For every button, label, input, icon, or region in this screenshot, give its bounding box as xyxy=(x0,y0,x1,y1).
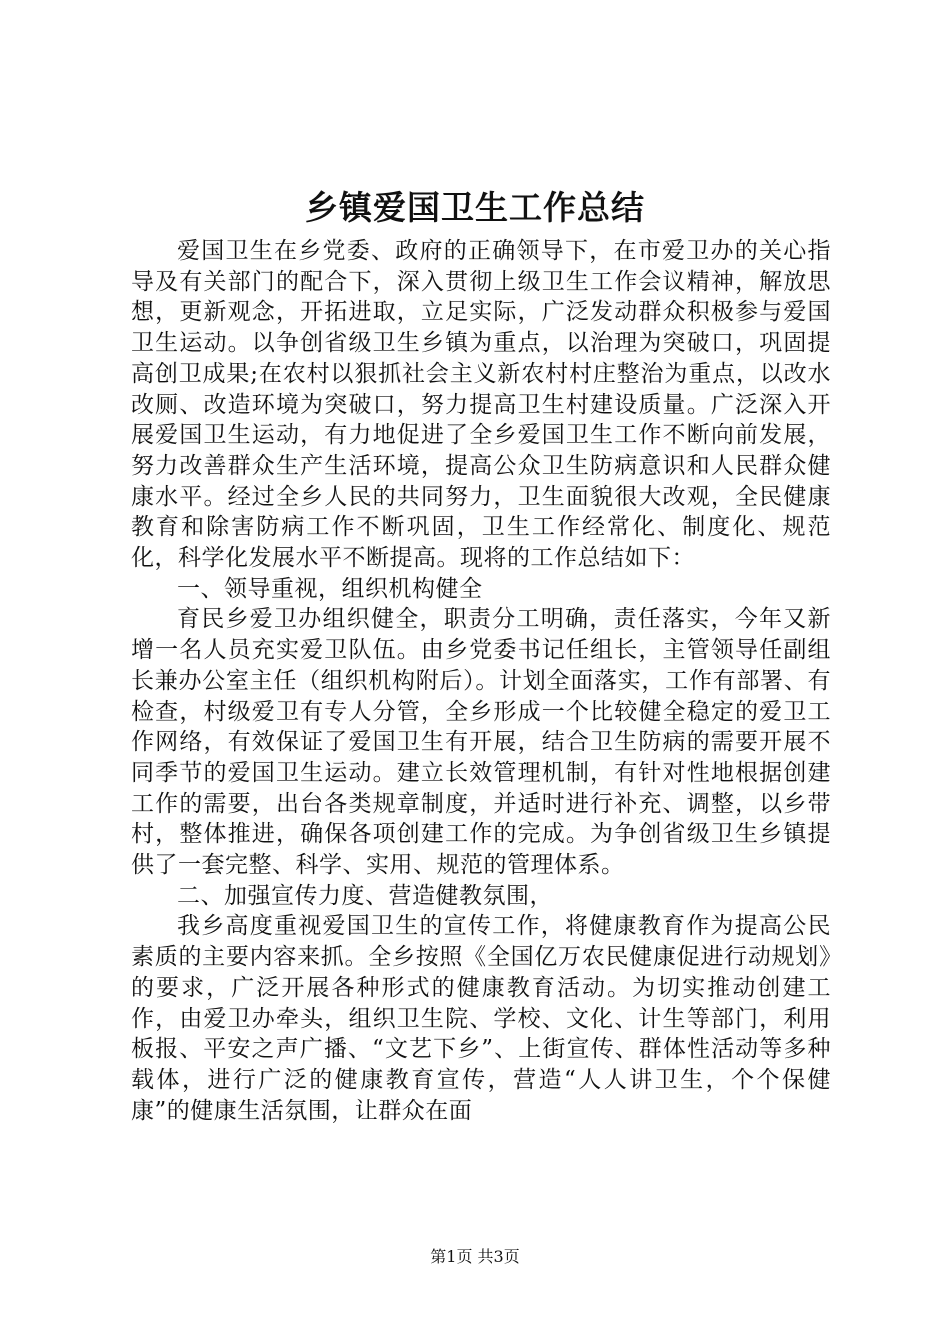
paragraph-section-2: 我乡高度重视爱国卫生的宣传工作，将健康教育作为提高公民素质的主要内容来抓。全乡按照《全国亿万农民健康促进行动规划》的要求，广泛开展各种形式的健康教育活动。为切实推动创建工作，由爱卫办牵头，组织卫生院、学校、文化、计生等部门，利用板报、平安之声广播、“文艺下乡”、上街宣传、群体性活动等多种载体，进行广泛的健康教育宣传，营造“人人讲卫生，个个保健康”的健康生活氛围，让群众在面 xyxy=(131,913,831,1124)
page-footer: 第1页 共3页 xyxy=(430,1247,520,1266)
document-title: 乡镇爱国卫生工作总结 xyxy=(305,188,645,227)
section-heading-1: 一、领导重视，组织机构健全 xyxy=(177,575,483,602)
paragraph-intro: 爱国卫生在乡党委、政府的正确领导下，在市爱卫办的关心指导及有关部门的配合下，深入贯彻上级卫生工作会议精神，解放思想，更新观念，开拓进取，立足实际，广泛发动群众积极参与爱国卫生运动。以争创省级卫生乡镇为重点，以治理为突破口，巩固提高创卫成果;在农村以狠抓社会主义新农村村庄整治为重点，以改水改厕、改造环境为突破口，努力提高卫生村建设质量。广泛深入开展爱国卫生运动，有力地促进了全乡爱国卫生工作不断向前发展，努力改善群众生产生活环境，提高公众卫生防病意识和人民群众健康水平。经过全乡人民的共同努力，卫生面貌很大改观，全民健康教育和除害防病工作不断巩固，卫生工作经常化、制度化、规范化，科学化发展水平不断提高。现将的工作总结如下： xyxy=(131,238,831,572)
document-body xyxy=(131,236,831,1126)
section-heading-2: 二、加强宣传力度、营造健教氛围， xyxy=(177,882,553,909)
paragraph-section-1: 育民乡爱卫办组织健全，职责分工明确，责任落实，今年又新增一名人员充实爱卫队伍。由乡党委书记任组长，主管领导任副组长兼办公室主任（组织机构附后）。计划全面落实，工作有部署、有检查，村级爱卫有专人分管，全乡形成一个比较健全稳定的爱卫工作网络，有效保证了爱国卫生有开展，结合卫生防病的需要开展不同季节的爱国卫生运动。建立长效管理机制，有针对性地根据创建工作的需要，出台各类规章制度，并适时进行补充、调整，以乡带村，整体推进，确保各项创建工作的完成。为争创省级卫生乡镇提供了一套完整、科学、实用、规范的管理体系。 xyxy=(131,606,831,879)
